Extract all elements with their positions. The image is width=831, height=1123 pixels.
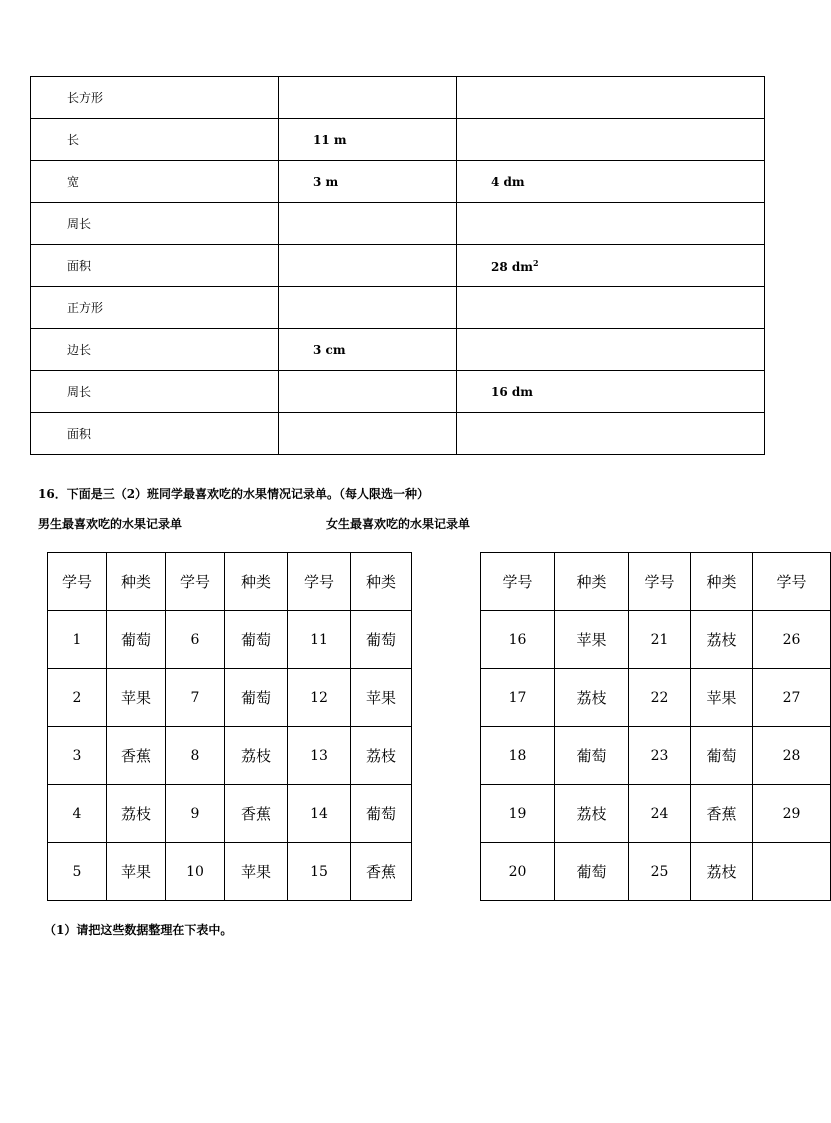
header-cell: 学号 — [753, 553, 831, 611]
student-number: 27 — [753, 669, 831, 727]
fruit-type: 葡萄 — [107, 611, 166, 669]
student-number: 20 — [481, 843, 555, 901]
student-number: 5 — [48, 843, 107, 901]
fruit-type: 荔枝 — [691, 611, 753, 669]
fruit-type: 葡萄 — [555, 843, 629, 901]
row-label: 长方形 — [31, 77, 279, 119]
fruit-type: 苹果 — [351, 669, 412, 727]
fruit-type: 荔枝 — [225, 727, 288, 785]
header-cell: 种类 — [351, 553, 412, 611]
fruit-type: 苹果 — [107, 843, 166, 901]
header-cell: 学号 — [48, 553, 107, 611]
shape-measure-table — [30, 76, 765, 455]
cell-value — [279, 77, 457, 119]
table-row — [481, 611, 831, 669]
cell-value: 16 dm — [457, 371, 765, 413]
table-row — [481, 669, 831, 727]
student-number: 6 — [166, 611, 225, 669]
boys-table-caption: 男生最喜欢吃的水果记录单 — [38, 517, 183, 531]
student-number: 24 — [629, 785, 691, 843]
cell-value — [457, 287, 765, 329]
table-row — [48, 785, 412, 843]
fruit-type: 香蕉 — [691, 785, 753, 843]
row-label: 正方形 — [31, 287, 279, 329]
student-number: 8 — [166, 727, 225, 785]
row-label: 边长 — [31, 329, 279, 371]
student-number: 11 — [288, 611, 351, 669]
student-number: 10 — [166, 843, 225, 901]
table-row — [31, 77, 765, 119]
fruit-type: 葡萄 — [351, 785, 412, 843]
table-header-row — [481, 553, 831, 611]
row-label: 周长 — [31, 371, 279, 413]
table-row — [31, 203, 765, 245]
cell-value-area — [457, 245, 765, 287]
table-row — [481, 727, 831, 785]
table-row — [31, 287, 765, 329]
student-number: 17 — [481, 669, 555, 727]
table-header-row — [48, 553, 412, 611]
fruit-type: 荔枝 — [555, 669, 629, 727]
table-row — [31, 119, 765, 161]
table-row — [481, 843, 831, 901]
cell-value — [457, 77, 765, 119]
header-cell: 学号 — [629, 553, 691, 611]
table-row — [31, 413, 765, 455]
fruit-type: 苹果 — [225, 843, 288, 901]
cell-value — [279, 203, 457, 245]
cell-value — [457, 119, 765, 161]
student-number: 15 — [288, 843, 351, 901]
question-16-text: 16．下面是三（2）班同学最喜欢吃的水果情况记录单。（每人限选一种） — [38, 487, 430, 501]
header-cell: 种类 — [107, 553, 166, 611]
exponent: 2 — [532, 257, 539, 268]
table-row — [48, 843, 412, 901]
student-number: 25 — [629, 843, 691, 901]
fruit-type: 荔枝 — [691, 843, 753, 901]
student-number — [753, 843, 831, 901]
fruit-type: 荔枝 — [351, 727, 412, 785]
student-number: 26 — [753, 611, 831, 669]
student-number: 22 — [629, 669, 691, 727]
fruit-type: 苹果 — [555, 611, 629, 669]
student-number: 23 — [629, 727, 691, 785]
header-cell: 学号 — [481, 553, 555, 611]
header-cell: 学号 — [288, 553, 351, 611]
student-number: 7 — [166, 669, 225, 727]
student-number: 29 — [753, 785, 831, 843]
row-label: 面积 — [31, 245, 279, 287]
boys-fruit-table — [47, 552, 412, 901]
cell-value — [457, 203, 765, 245]
table-row — [48, 669, 412, 727]
cell-value — [457, 413, 765, 455]
student-number: 12 — [288, 669, 351, 727]
girls-fruit-table — [480, 552, 831, 901]
student-number: 16 — [481, 611, 555, 669]
student-number: 18 — [481, 727, 555, 785]
fruit-type: 葡萄 — [351, 611, 412, 669]
cell-value — [279, 371, 457, 413]
cell-value: 3 cm — [279, 329, 457, 371]
row-label: 宽 — [31, 161, 279, 203]
sub-question-1-text: （1）请把这些数据整理在下表中。 — [44, 923, 233, 937]
header-cell: 学号 — [166, 553, 225, 611]
student-number: 2 — [48, 669, 107, 727]
fruit-type: 荔枝 — [555, 785, 629, 843]
row-label: 长 — [31, 119, 279, 161]
fruit-type: 苹果 — [107, 669, 166, 727]
area-value: 28 dm — [491, 259, 533, 274]
fruit-type: 葡萄 — [225, 669, 288, 727]
table-row — [31, 161, 765, 203]
header-cell: 种类 — [555, 553, 629, 611]
fruit-type: 香蕉 — [107, 727, 166, 785]
fruit-type: 香蕉 — [351, 843, 412, 901]
girls-table-caption: 女生最喜欢吃的水果记录单 — [326, 517, 471, 531]
table-row — [48, 727, 412, 785]
fruit-type: 葡萄 — [225, 611, 288, 669]
fruit-type: 葡萄 — [691, 727, 753, 785]
fruit-type: 葡萄 — [555, 727, 629, 785]
table-row — [31, 245, 765, 287]
cell-value: 11 m — [279, 119, 457, 161]
fruit-type: 苹果 — [691, 669, 753, 727]
student-number: 14 — [288, 785, 351, 843]
cell-value — [279, 287, 457, 329]
cell-value — [279, 413, 457, 455]
cell-value — [457, 329, 765, 371]
student-number: 3 — [48, 727, 107, 785]
student-number: 9 — [166, 785, 225, 843]
table-row — [31, 371, 765, 413]
table-row — [481, 785, 831, 843]
student-number: 1 — [48, 611, 107, 669]
header-cell: 种类 — [225, 553, 288, 611]
row-label: 周长 — [31, 203, 279, 245]
table-row — [31, 329, 765, 371]
row-label: 面积 — [31, 413, 279, 455]
fruit-type: 香蕉 — [225, 785, 288, 843]
header-cell: 种类 — [691, 553, 753, 611]
student-number: 4 — [48, 785, 107, 843]
cell-value: 3 m — [279, 161, 457, 203]
student-number: 21 — [629, 611, 691, 669]
cell-value — [279, 245, 457, 287]
table-row — [48, 611, 412, 669]
fruit-type: 荔枝 — [107, 785, 166, 843]
student-number: 13 — [288, 727, 351, 785]
cell-value: 4 dm — [457, 161, 765, 203]
student-number: 19 — [481, 785, 555, 843]
student-number: 28 — [753, 727, 831, 785]
